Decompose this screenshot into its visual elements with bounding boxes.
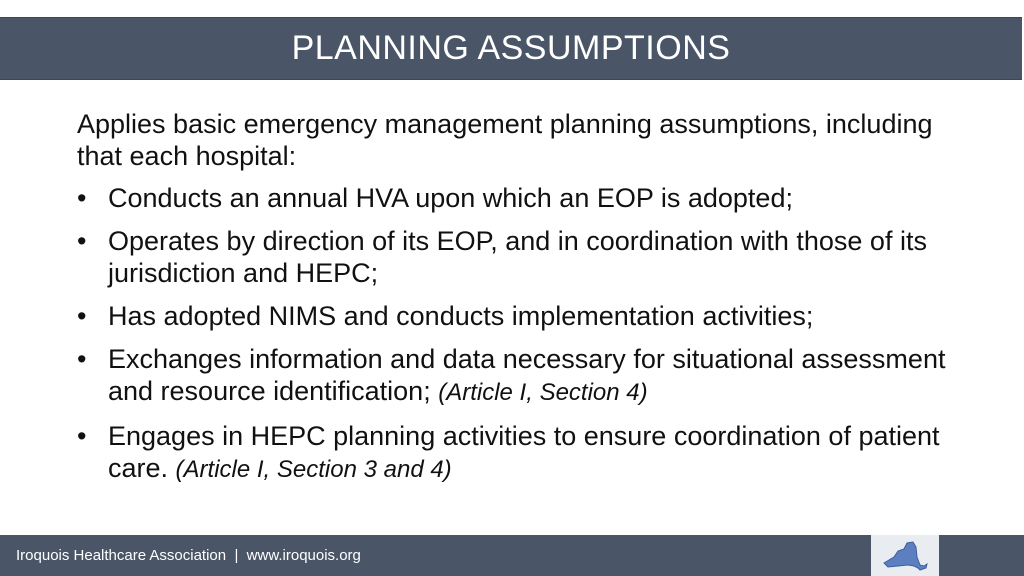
bullet-icon: •	[77, 344, 87, 374]
bullet-icon: •	[77, 301, 87, 331]
bullet-text: Conducts an annual HVA upon which an EOP is adopted;	[108, 183, 793, 213]
bullet-item	[77, 420, 957, 486]
bullet-item	[77, 343, 957, 409]
slide-body	[77, 108, 957, 497]
footer-text: Iroquois Healthcare Association | www.iroquois.org	[16, 547, 361, 564]
title-bar	[0, 17, 1022, 80]
bullet-item	[77, 225, 957, 289]
bullet-icon: •	[77, 421, 87, 451]
intro-text: Applies basic emergency management planning assumptions, including that each hospital:	[77, 109, 933, 171]
citation: (Article I, Section 3 and 4)	[175, 456, 452, 483]
slide-title: PLANNING ASSUMPTIONS	[291, 29, 731, 67]
bullet-icon: •	[77, 226, 87, 256]
bullet-text: Operates by direction of its EOP, and in coordination with those of its jurisdiction and HEPC;	[108, 226, 927, 288]
bullet-text: Engages in HEPC planning activities to ensure coordination of patient care.	[108, 421, 940, 483]
bullet-item	[77, 182, 957, 214]
bullet-item	[77, 300, 957, 332]
new-york-state-map-icon	[880, 539, 930, 573]
citation: (Article I, Section 4)	[438, 379, 648, 406]
bullet-text: Has adopted NIMS and conducts implementation activities;	[108, 301, 814, 331]
bullet-list	[77, 182, 957, 486]
footer-bar	[0, 535, 1024, 576]
logo	[871, 535, 939, 576]
bullet-icon: •	[77, 183, 87, 213]
bullet-text: Exchanges information and data necessary for situational assessment and resource identification;	[108, 344, 946, 406]
